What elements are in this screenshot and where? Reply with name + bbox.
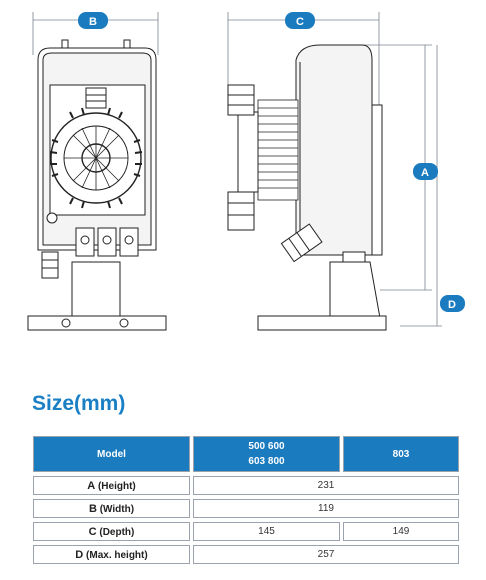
row-letter: D [75,548,84,561]
pump-front-view [28,40,166,330]
row-letter: A [87,479,96,492]
table-row [33,476,459,495]
row-label [33,522,190,541]
dim-label-a: A [421,167,429,179]
header-model: Model [33,436,190,472]
row-value: 119 [193,499,459,518]
size-table [30,432,462,568]
dim-label-b: B [89,16,97,28]
row-value-group-2: 149 [343,522,459,541]
dim-label-d: D [448,299,456,311]
table-row [33,522,459,541]
pump-side-view [228,45,386,330]
row-label [33,499,190,518]
dim-badge-b [78,12,108,29]
row-label [33,476,190,495]
row-value: 231 [193,476,459,495]
dim-badge-c [285,12,315,29]
row-value: 257 [193,545,459,564]
row-letter: C [88,525,97,538]
row-desc: (Height) [97,480,136,492]
table-header-row [33,436,459,472]
table-row [33,545,459,564]
row-desc: (Depth) [99,526,135,538]
table-row [33,499,459,518]
row-letter: B [88,502,97,515]
row-desc: (Width) [99,503,135,515]
header-models-group-1 [193,436,340,472]
header-models-line-1: 500 600 [248,441,285,452]
row-value-group-1: 145 [193,522,340,541]
dim-label-c: C [296,16,304,28]
row-label [33,545,190,564]
dim-badge-d [440,295,465,312]
row-desc: (Max. height) [86,549,148,561]
size-title: Size(mm) [32,392,126,415]
header-models-line-2: 603 800 [248,456,285,467]
header-models-group-2: 803 [343,436,459,472]
dim-badge-a [413,163,438,180]
